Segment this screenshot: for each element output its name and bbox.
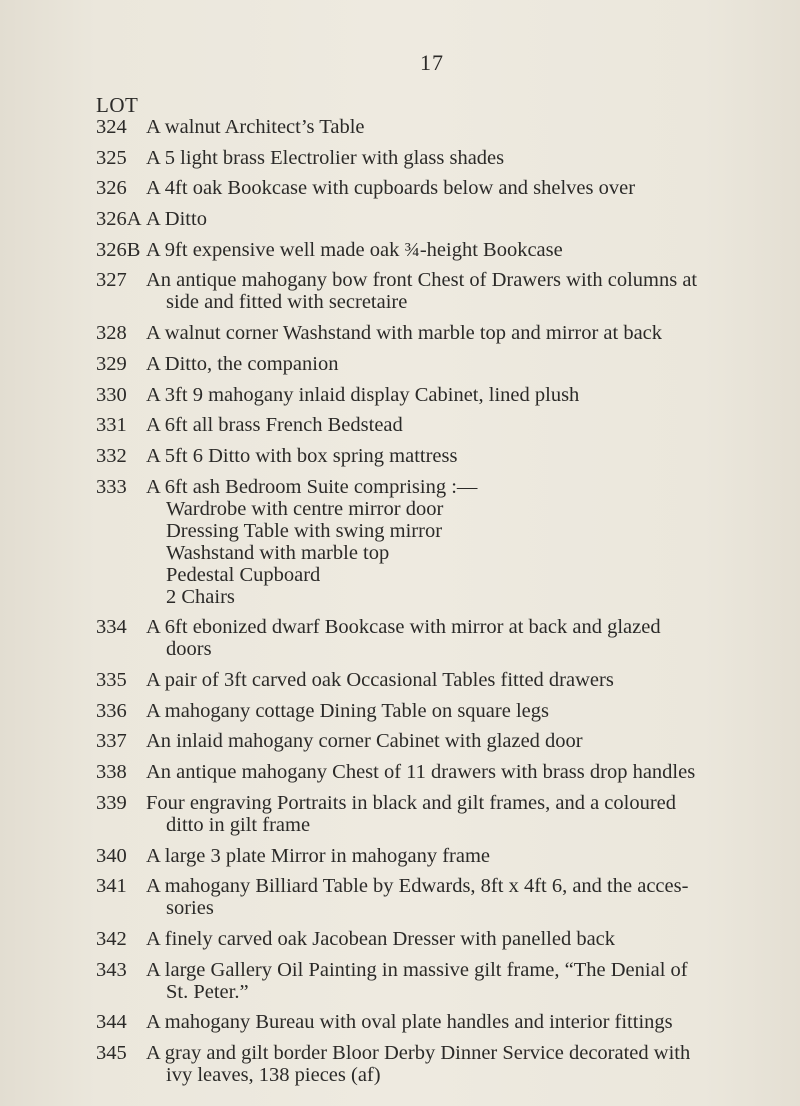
lot-entry [96, 928, 786, 950]
lot-description-line: Washstand with marble top [166, 541, 390, 564]
lot-entry [96, 761, 786, 783]
lot-description [146, 875, 786, 919]
lot-description-line: sories [166, 897, 214, 920]
lot-description [146, 322, 786, 344]
lot-entry [96, 959, 786, 1003]
lot-entry [96, 116, 786, 138]
lot-number: 338 [96, 761, 127, 784]
lot-entry [96, 414, 786, 436]
lot-description [146, 239, 786, 261]
lot-entry [96, 476, 786, 608]
lot-number: 333 [96, 475, 127, 498]
lot-description-line: ivy leaves, 138 pieces (af) [166, 1064, 381, 1086]
lot-entry [96, 322, 786, 344]
lot-description-line: Four engraving Portraits in black and gilt frames, and a coloured [146, 791, 677, 814]
lot-description-line: A mahogany cottage Dining Table on square legs [146, 699, 549, 722]
lot-description-line: A walnut Architect’s Table [146, 116, 365, 138]
lot-number: 326A [96, 208, 142, 231]
lot-description-line: St. Peter.” [166, 980, 249, 1003]
lot-number: 326B [96, 238, 141, 261]
lot-number: 326 [96, 177, 127, 200]
lot-description-line: A mahogany Bureau with oval plate handles and interior fittings [146, 1011, 673, 1034]
lot-entry [96, 730, 786, 752]
lot-number: 336 [96, 699, 127, 722]
lot-description-line: A 4ft oak Bookcase with cupboards below and shelves over [146, 177, 636, 200]
lot-description-line: A 9ft expensive well made oak ¾-height Bookcase [146, 238, 563, 261]
lot-number: 331 [96, 414, 127, 437]
lot-entry [96, 384, 786, 406]
lot-description [146, 269, 786, 313]
lot-description [146, 761, 786, 783]
lot-entry [96, 445, 786, 467]
lot-number: 337 [96, 730, 127, 753]
lot-entry [96, 353, 786, 375]
lot-description [146, 616, 786, 660]
lot-entry [96, 1042, 786, 1086]
lot-number: 340 [96, 844, 127, 867]
lot-entry [96, 700, 786, 722]
lot-description-line: A 6ft all brass French Bedstead [146, 414, 403, 437]
lot-number: 341 [96, 875, 127, 898]
lot-entry [96, 177, 786, 199]
lot-description [146, 384, 786, 406]
lot-description [146, 1011, 786, 1033]
lot-number: 324 [96, 116, 127, 138]
lot-description-line: 2 Chairs [166, 585, 235, 608]
lot-description-line: doors [166, 638, 212, 661]
lot-description [146, 177, 786, 199]
lot-description [146, 792, 786, 836]
lot-description-line: A large 3 plate Mirror in mahogany frame [146, 844, 491, 867]
lot-entry [96, 1011, 786, 1033]
lot-description-line: An antique mahogany bow front Chest of Drawers with columns at [146, 269, 698, 292]
lot-column-header: LOT [96, 93, 139, 117]
lot-entry [96, 147, 786, 169]
lot-description [146, 476, 786, 608]
lot-entry [96, 792, 786, 836]
lot-entry [96, 616, 786, 660]
lot-description-line: A gray and gilt border Bloor Derby Dinner Service decorated with [146, 1042, 691, 1064]
lot-description-line: An antique mahogany Chest of 11 drawers with brass drop handles [146, 761, 696, 784]
lot-number: 328 [96, 322, 127, 345]
lot-number: 345 [96, 1042, 127, 1064]
lot-number: 339 [96, 791, 127, 814]
lot-description [146, 208, 786, 230]
lot-number: 344 [96, 1011, 127, 1034]
lot-description [146, 116, 786, 138]
lot-description-line: A Ditto, the companion [146, 352, 339, 375]
lot-description-line: Pedestal Cupboard [166, 563, 321, 586]
lot-entry [96, 269, 786, 313]
lot-description-line: ditto in gilt frame [166, 813, 311, 836]
lot-description-line: A pair of 3ft carved oak Occasional Tables fitted drawers [146, 669, 614, 692]
lot-number: 335 [96, 669, 127, 692]
lot-number: 329 [96, 352, 127, 375]
lot-description-line: Dressing Table with swing mirror [166, 519, 443, 542]
lot-description-line: An inlaid mahogany corner Cabinet with glazed door [146, 730, 583, 753]
lot-entry [96, 669, 786, 691]
lot-description [146, 700, 786, 722]
lot-entry [96, 845, 786, 867]
lot-description-line: side and fitted with secretaire [166, 291, 408, 314]
lot-description [146, 445, 786, 467]
lot-number: 334 [96, 616, 127, 639]
lot-description-line: A finely carved oak Jacobean Dresser with panelled back [146, 927, 616, 950]
lot-description-line: Wardrobe with centre mirror door [166, 497, 444, 520]
lot-entry [96, 875, 786, 919]
lot-description [146, 147, 786, 169]
lot-description-line: A 6ft ebonized dwarf Bookcase with mirror at back and glazed [146, 616, 661, 639]
lot-number: 327 [96, 269, 127, 292]
lot-entry [96, 208, 786, 230]
lot-description [146, 730, 786, 752]
lot-number: 332 [96, 444, 127, 467]
lot-number: 343 [96, 958, 127, 981]
lot-description-line: A 6ft ash Bedroom Suite comprising :— [146, 475, 478, 498]
lot-description [146, 669, 786, 691]
lot-description-line: A walnut corner Washstand with marble top and mirror at back [146, 322, 663, 345]
lot-description [146, 353, 786, 375]
lot-number: 342 [96, 927, 127, 950]
lot-description-line: A 5ft 6 Ditto with box spring mattress [146, 444, 458, 467]
lot-description-line: A mahogany Billiard Table by Edwards, 8ft x 4ft 6, and the acces- [146, 875, 689, 898]
lot-entry [96, 239, 786, 261]
lot-description-line: A 5 light brass Electrolier with glass shades [146, 146, 505, 169]
lot-description [146, 928, 786, 950]
lot-description [146, 845, 786, 867]
lot-description [146, 1042, 786, 1086]
page-number: 17 [420, 50, 444, 75]
lot-number: 325 [96, 146, 127, 169]
lot-description [146, 414, 786, 436]
lot-description-line: A 3ft 9 mahogany inlaid display Cabinet, lined plush [146, 383, 580, 406]
lot-description-line: A Ditto [146, 208, 207, 231]
lot-description [146, 959, 786, 1003]
lot-description-line: A large Gallery Oil Painting in massive gilt frame, “The Denial of [146, 958, 688, 981]
lot-number: 330 [96, 383, 127, 406]
